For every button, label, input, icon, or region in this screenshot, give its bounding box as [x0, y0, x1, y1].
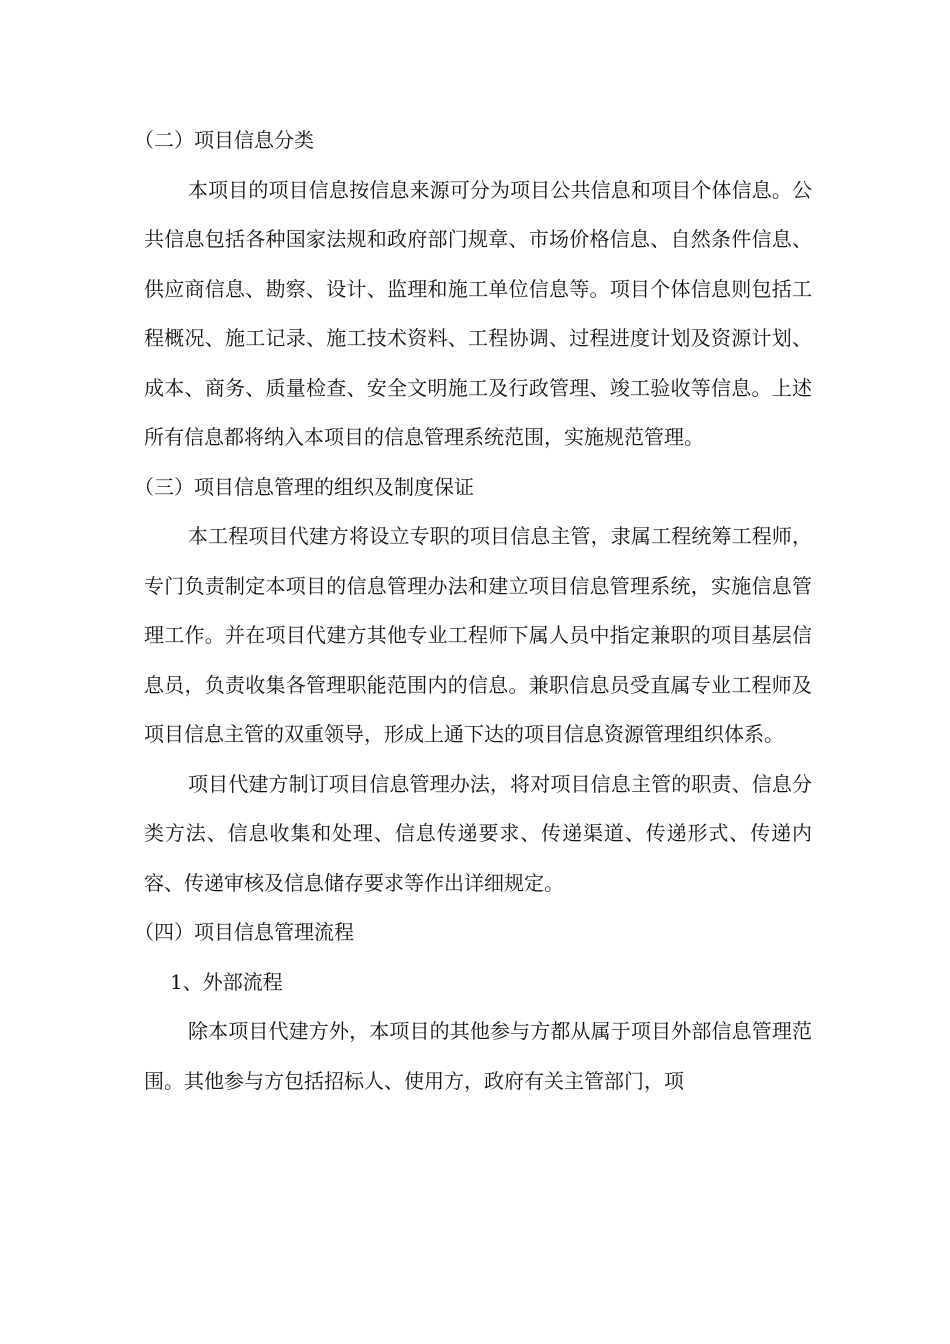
section-3-paragraph-2: 项目代建方制订项目信息管理办法，将对项目信息主管的职责、信息分类方法、信息收集和处理、信息传递要求、传递渠道、传递形式、传递内容、传递审核及信息储存要求等作出详细规定。 [144, 771, 812, 895]
section-heading-3: （三）项目信息管理的组织及制度保证 [134, 474, 474, 499]
section-heading-4: （四）项目信息管理流程 [134, 920, 354, 944]
section-3-paragraph-1: 本工程项目代建方将设立专职的项目信息主管，隶属工程统筹工程师，专门负责制定本项目的信息管理办法和建立项目信息管理系统，实施信息管理工作。并在项目代建方其他专业工程师下属人员中指定兼职的项目基层信息员，负责收集各管理职能范围内的信息。兼职信息员受直属专业工程师及项目信息主管的双重领导，形成上通下达的项目信息资源管理组织体系。 [144, 524, 812, 746]
section-4-subheading: 1、外部流程 [170, 969, 283, 994]
section-4-paragraph-1: 除本项目代建方外，本项目的其他参与方都从属于项目外部信息管理范围。其他参与方包括招标人、使用方，政府有关主管部门，项 [144, 1019, 812, 1093]
section-2-paragraph-1: 本项目的项目信息按信息来源可分为项目公共信息和项目个体信息。公共信息包括各种国家法规和政府部门规章、市场价格信息、自然条件信息、供应商信息、勘察、设计、监理和施工单位信息等。项目个体信息则包括工程概况、施工记录、施工技术资料、工程协调、过程进度计划及资源计划、成本、商务、质量检查、安全文明施工及行政管理、竣工验收等信息。上述所有信息都将纳入本项目的信息管理系统范围，实施规范管理。 [144, 177, 812, 449]
section-heading-2: （二）项目信息分类 [134, 128, 314, 152]
document-body [134, 116, 812, 1106]
